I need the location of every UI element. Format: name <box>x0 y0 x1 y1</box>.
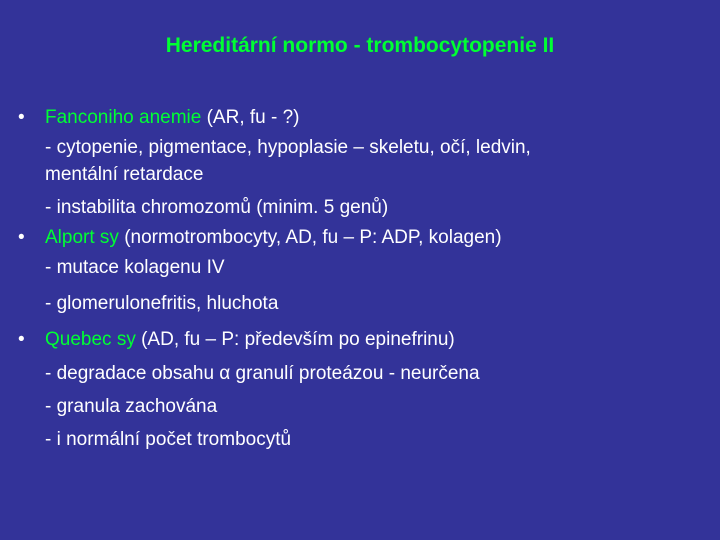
bullet-icon: • <box>18 329 25 350</box>
list-item-fanconi <box>0 103 720 133</box>
item-heading: Quebec sy <box>45 329 136 350</box>
sub-line: - glomerulonefritis, hluchota <box>45 293 279 314</box>
list-item-quebec <box>0 325 720 355</box>
slide-body <box>0 103 720 455</box>
bullet-icon: • <box>18 227 25 248</box>
sub-line: mentální retardace <box>45 164 204 185</box>
bullet-icon: • <box>18 107 25 128</box>
list-item-alport <box>0 223 720 253</box>
sub-line: - mutace kolagenu IV <box>45 257 225 278</box>
item-detail: (normotrombocyty, AD, fu – P: ADP, kolagen) <box>118 227 502 248</box>
sub-line: - cytopenie, pigmentace, hypoplasie – skeletu, očí, ledvin, <box>45 137 531 158</box>
item-heading: Alport sy <box>45 227 119 248</box>
slide-title: Hereditární normo - trombocytopenie II <box>165 34 555 57</box>
sub-line: - instabilita chromozomů (minim. 5 genů) <box>45 197 389 218</box>
item-detail: (AD, fu – P: především po epinefrinu) <box>135 329 455 350</box>
sub-line: - i normální počet trombocytů <box>45 429 292 450</box>
item-detail: (AR, fu - ?) <box>201 107 300 128</box>
sub-line: - granula zachována <box>45 396 218 417</box>
item-heading: Fanconiho anemie <box>45 107 202 128</box>
sub-line: - degradace obsahu α granulí proteázou - neurčena <box>45 363 480 384</box>
